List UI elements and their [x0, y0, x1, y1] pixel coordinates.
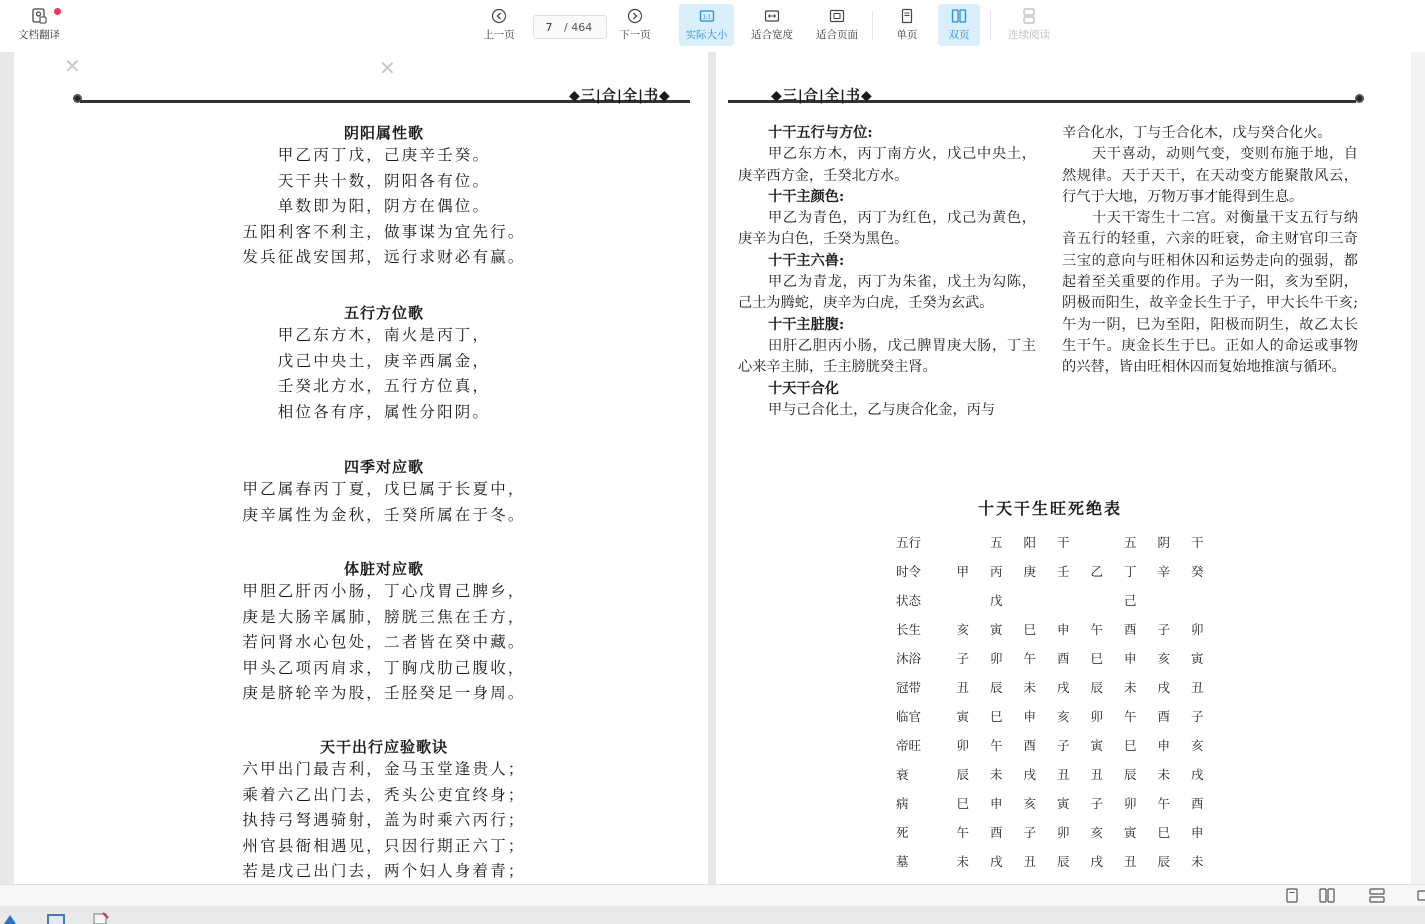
table-cell: 卯: [1190, 621, 1204, 637]
prev-page-button[interactable]: [478, 4, 520, 46]
scan-mark: ✕: [64, 54, 81, 78]
right-page: [716, 52, 1411, 884]
table-cell: 五: [989, 534, 1003, 550]
poem-line: 执持弓弩遇骑射，盖为时乘六丙行；: [242, 811, 526, 830]
paragraph: 甲与己合化土，乙与庚合化金，丙与: [768, 401, 996, 418]
table-header-row: [888, 556, 1214, 585]
table-cell: 临官: [896, 708, 922, 724]
double-page-label: 双页: [948, 29, 970, 41]
double-page-button[interactable]: [938, 4, 980, 46]
poem-block: [14, 736, 708, 884]
actual-size-icon: [699, 8, 715, 24]
table-cell: [1080, 585, 1114, 614]
poem-line: 庚是大肠辛属肺，膀胱三焦在壬方，: [242, 607, 526, 626]
table-cell: 病: [896, 795, 909, 811]
toolbar-divider: [990, 10, 991, 40]
status-bar: [0, 884, 1425, 907]
page-header-title: ◆三|合|全|书◆: [771, 88, 873, 104]
poem-line: 壬癸北方水，五行方位真，: [277, 377, 491, 396]
poem-line: 若问肾水心包处，二者皆在癸中藏。: [242, 633, 526, 652]
table-cell: 长生: [896, 621, 922, 637]
table-cell: 甲: [956, 563, 969, 579]
table-row: [888, 788, 1214, 817]
poem-line: 甲胆乙肝丙小肠，丁心戊胃己脾乡，: [242, 582, 526, 600]
table-cell: [1181, 585, 1215, 614]
table-cell: 寅: [989, 621, 1003, 637]
table-cell: 时令: [896, 563, 922, 579]
table-cell: 午: [956, 824, 969, 840]
header-ornament: [1355, 94, 1364, 103]
life-cycle-table: [888, 527, 1214, 875]
paragraph: 十天干寄生十二宫。对衡量干支五行与纳音五行的轻重，六亲的旺衰，命主财官印三奇三宝的意向与旺相休囚和运势走向的强弱，都起着至关重要的作用。子为一阳，亥为至阴，阴极而阳生，故辛金长生于子，甲大长牛干亥;午为一阴，巳为至阳，阳极而阴生，故乙太长生干午。庚金长生于巳。正如人的命运或事物的兴替，皆由旺相休囚而复始地推演与循环。: [1062, 210, 1358, 376]
table-cell: 寅: [1056, 795, 1070, 811]
table-cell: 午: [1090, 621, 1103, 637]
fit-page-icon: [829, 8, 845, 24]
poem-block: [14, 122, 708, 271]
table-cell: 戌: [1157, 679, 1170, 695]
poem-line: 相位各有序，属性分阳阴。: [277, 402, 491, 421]
table-cell: 墓: [896, 853, 909, 869]
poem-line: 甲乙丙丁戊，己庚辛壬癸。: [277, 146, 491, 164]
table-cell: 寅: [1090, 737, 1103, 753]
table-cell: 酉: [1190, 795, 1204, 811]
fit-page-label: 适合页面: [816, 29, 858, 41]
table-cell: 辰: [1123, 766, 1137, 782]
table-cell: [946, 527, 980, 556]
table-cell: 辰: [989, 679, 1003, 695]
table-header-row: [888, 585, 1214, 614]
toolbar: [0, 0, 1425, 53]
table-cell: 亥: [1023, 795, 1036, 811]
section-heading: 十干主颜色:: [768, 188, 845, 205]
table-row: [888, 846, 1214, 875]
table-cell: 沐浴: [896, 650, 922, 666]
paragraph: 天干喜动，动则气变，变则布施于地，自然规律。天于天干，在天动变方能聚散风云，行气于大地，万物万事才能得到生息。: [1062, 146, 1358, 205]
continuous-read-icon: [1021, 8, 1037, 24]
table-cell: 帝旺: [896, 737, 922, 753]
section-heading: 十干主脏腹:: [768, 316, 845, 333]
actual-size-button[interactable]: [679, 4, 734, 46]
table-cell: 未: [1157, 766, 1170, 782]
single-page-button[interactable]: [886, 4, 928, 46]
poem-line: 州官县衙相遇见，只因行期正六丁；: [242, 836, 526, 855]
page-header-title: ◆三|合|全|书◆: [569, 88, 671, 104]
table-cell: [1080, 527, 1114, 556]
table-cell: 辛: [1157, 563, 1170, 579]
text-column-right: [1062, 123, 1358, 379]
table-cell: 戊: [989, 592, 1003, 608]
table-cell: 干: [1056, 534, 1070, 550]
poem-line: 甲乙属春丙丁夏，戊巳属于长夏中，: [242, 480, 526, 498]
poem-block: [14, 558, 708, 707]
translate-icon: [31, 8, 47, 24]
table-cell: 辰: [1090, 679, 1103, 695]
section-heading: 十干五行与方位:: [768, 125, 873, 141]
poem-line: 若是戊己出门去，两个妇人身着青；: [242, 862, 526, 881]
table-cell: 卯: [1123, 795, 1137, 811]
table-row: [888, 672, 1214, 701]
next-page-label: 下一页: [619, 29, 651, 41]
table-cell: 酉: [1123, 621, 1137, 637]
table-cell: 状态: [896, 592, 922, 608]
table-cell: 午: [1123, 708, 1137, 724]
table-cell: 酉: [1056, 650, 1070, 666]
table-cell: 亥: [1190, 737, 1204, 753]
table-cell: 卯: [1090, 708, 1103, 724]
poem-line: 甲乙东方木，南火是丙丁，: [277, 326, 491, 344]
svg-text:1:1: 1:1: [702, 14, 711, 21]
taskbar: [0, 906, 1425, 924]
table-cell: 酉: [1023, 737, 1036, 753]
poem-line: 庚辛属性为金秋，壬癸所属在于冬。: [242, 505, 526, 524]
left-page: [14, 52, 708, 884]
table-cell: 未: [1190, 853, 1204, 869]
poem-line: 庚是脐轮辛为股，壬胫癸足一身周。: [242, 684, 526, 703]
table-cell: 申: [1056, 621, 1070, 637]
more-icon[interactable]: [1417, 888, 1425, 903]
poem-title: 四季对应歌: [343, 458, 424, 476]
paragraph: 辛合化水，丁与壬合化木，戊与癸合化火。: [1062, 125, 1332, 141]
section-heading: 十干主六兽:: [768, 252, 845, 269]
table-cell: 酉: [1157, 708, 1170, 724]
table-row: [888, 759, 1214, 788]
table-cell: 申: [1123, 650, 1137, 666]
paragraph: 甲乙东方木，丙丁南方火，戊己中央土，庚辛西方金，壬癸北方水。: [738, 146, 1036, 184]
table-cell: 衰: [896, 766, 909, 782]
table-cell: 冠带: [896, 679, 922, 695]
single-page-icon: [899, 8, 915, 24]
fit-width-icon: [764, 8, 780, 24]
table-cell: 申: [1023, 708, 1036, 724]
table-cell: 申: [989, 795, 1003, 811]
table-row: [888, 817, 1214, 846]
table-cell: 子: [1090, 795, 1103, 811]
table-cell: [1147, 585, 1181, 614]
table-cell: 戌: [1023, 766, 1036, 782]
page-number-box[interactable]: [533, 15, 607, 39]
section-heading: 十天干合化: [768, 380, 839, 397]
table-cell: 丙: [989, 563, 1003, 579]
table-cell: 干: [1190, 534, 1204, 550]
table-row: [888, 643, 1214, 672]
chevron-right-icon: [627, 8, 643, 24]
table-row: [888, 730, 1214, 759]
table-cell: 亥: [1090, 824, 1103, 840]
paragraph: 甲乙为青龙，丙丁为朱雀，戊土为勾陈，己土为腾蛇，庚辛为白虎，壬癸为玄武。: [738, 274, 1036, 312]
table-cell: 子: [956, 650, 969, 666]
table-cell: 子: [1056, 737, 1070, 753]
poem-title: 体脏对应歌: [343, 560, 424, 578]
table-cell: 戌: [1190, 766, 1204, 782]
table-cell: 巳: [1090, 650, 1103, 666]
table-cell: 壬: [1056, 563, 1070, 579]
poem-line: 六甲出门最吉利，金马玉堂逢贵人；: [242, 760, 526, 778]
table-cell: 子: [1157, 621, 1170, 637]
table-cell: [946, 585, 980, 614]
table-cell: 丑: [1056, 766, 1070, 782]
poem-line: 天干共十数，阴阳各有位。: [277, 171, 491, 190]
table-cell: 丑: [1123, 853, 1137, 869]
table-cell: 子: [1023, 824, 1036, 840]
table-cell: 卯: [989, 650, 1003, 666]
poem-line: 五阳利客不利主，做事谋为宜先行。: [242, 222, 526, 241]
table-cell: 未: [989, 766, 1003, 782]
double-page-icon: [951, 8, 967, 24]
table-cell: 酉: [989, 824, 1003, 840]
text-column-left: [738, 123, 1036, 421]
table-header-row: [888, 527, 1214, 556]
table-cell: 未: [1123, 679, 1137, 695]
table-cell: 乙: [1090, 563, 1103, 579]
table-cell: 戌: [1090, 853, 1103, 869]
table-cell: 子: [1190, 708, 1204, 724]
table-row: [888, 614, 1214, 643]
table-cell: 亥: [1056, 708, 1070, 724]
table-cell: 午: [1157, 795, 1170, 811]
poem-line: 发兵征战安国邦，远行求财必有赢。: [242, 248, 526, 267]
table-cell: 己: [1123, 592, 1137, 608]
paragraph: 甲乙为青色，丙丁为红色，戊己为黄色，庚辛为白色，壬癸为黑色。: [738, 210, 1036, 248]
page-total: / 464: [564, 20, 593, 34]
table-cell: 癸: [1190, 563, 1204, 579]
page-number-input[interactable]: 7: [545, 20, 553, 34]
table-cell: 亥: [1157, 650, 1170, 666]
poem-title: 阴阳属性歌: [343, 124, 424, 142]
table-cell: 卯: [956, 737, 969, 753]
fit-width-label: 适合宽度: [751, 29, 793, 41]
table-cell: 寅: [956, 708, 969, 724]
table-cell: 丑: [1090, 766, 1103, 782]
table-cell: 午: [1023, 650, 1036, 666]
fit-page-button[interactable]: [810, 4, 864, 46]
table-cell: [1047, 585, 1081, 614]
table-cell: 寅: [1190, 650, 1204, 666]
table-cell: 巳: [1123, 737, 1137, 753]
translate-label: 文档翻译: [18, 29, 60, 41]
table-cell: 丑: [1190, 679, 1204, 695]
table-cell: 庚: [1023, 563, 1036, 579]
paragraph: 田肝乙胆丙小肠，戊己脾胃庚大肠，丁主心来辛主肺，壬主膀胱癸主肾。: [738, 337, 1036, 376]
table-cell: 五行: [896, 534, 922, 550]
table-cell: 阳: [1023, 534, 1036, 550]
poem-line: 单数即为阳，阴方在偶位。: [277, 197, 491, 216]
table-cell: 阴: [1157, 534, 1170, 550]
table-cell: 死: [896, 824, 909, 840]
table-cell: 丑: [956, 679, 969, 695]
table-cell: 辰: [956, 766, 969, 782]
single-page-view-icon[interactable]: [1285, 888, 1299, 903]
table-cell: 申: [1157, 737, 1170, 753]
table-cell: 未: [956, 853, 969, 869]
next-page-button[interactable]: [614, 4, 656, 46]
table-cell: 巳: [989, 708, 1003, 724]
table-cell: 辰: [1157, 853, 1170, 869]
continuous-view-icon[interactable]: [1369, 888, 1385, 903]
notification-badge: [54, 8, 61, 15]
continuous-read-label: 连续阅读: [1008, 29, 1050, 41]
table-cell: 戌: [989, 853, 1003, 869]
single-page-label: 单页: [896, 29, 918, 41]
table-cell: 卯: [1056, 824, 1070, 840]
poem-title: 五行方位歌: [343, 304, 424, 322]
toolbar-divider: [872, 10, 873, 40]
notepad-icon[interactable]: [92, 912, 110, 924]
table-cell: 未: [1023, 679, 1036, 695]
poem-line: 戊己中央土，庚辛西属金，: [277, 351, 491, 370]
table-cell: 丑: [1023, 853, 1036, 869]
poem-title: 天干出行应验歌诀: [319, 738, 448, 756]
table-cell: 巳: [1023, 621, 1036, 637]
scan-mark: ✕: [379, 56, 396, 80]
continuous-read-button[interactable]: [1002, 4, 1056, 46]
table-cell: 丁: [1123, 563, 1137, 579]
table-title: 十天干生旺死绝表: [977, 499, 1122, 518]
window-icon[interactable]: [46, 912, 66, 924]
table-cell: [1013, 585, 1047, 614]
chevron-left-icon: [491, 8, 507, 24]
poem-block: [14, 456, 708, 528]
prev-page-label: 上一页: [483, 29, 515, 41]
table-cell: 辰: [1056, 853, 1070, 869]
double-page-view-icon[interactable]: [1319, 888, 1335, 903]
table-row: [888, 701, 1214, 730]
fit-width-button[interactable]: [746, 4, 798, 46]
table-cell: 戌: [1056, 679, 1070, 695]
table-cell: 午: [989, 737, 1003, 753]
actual-size-label: 实际大小: [685, 29, 728, 41]
table-cell: 巳: [1157, 824, 1170, 840]
poem-line: 乘着六乙出门去，秃头公吏宜终身；: [242, 785, 526, 804]
table-cell: 申: [1190, 824, 1204, 840]
poem-line: 甲头乙项丙肩求，丁胸戊肋己腹收，: [242, 658, 526, 677]
table-cell: 巳: [956, 795, 969, 811]
table-cell: 五: [1123, 534, 1137, 550]
table-cell: 亥: [956, 621, 969, 637]
app-icon[interactable]: [2, 912, 18, 924]
vertical-scrollbar[interactable]: [1411, 52, 1425, 884]
poem-block: [14, 302, 708, 425]
table-cell: 寅: [1123, 824, 1137, 840]
